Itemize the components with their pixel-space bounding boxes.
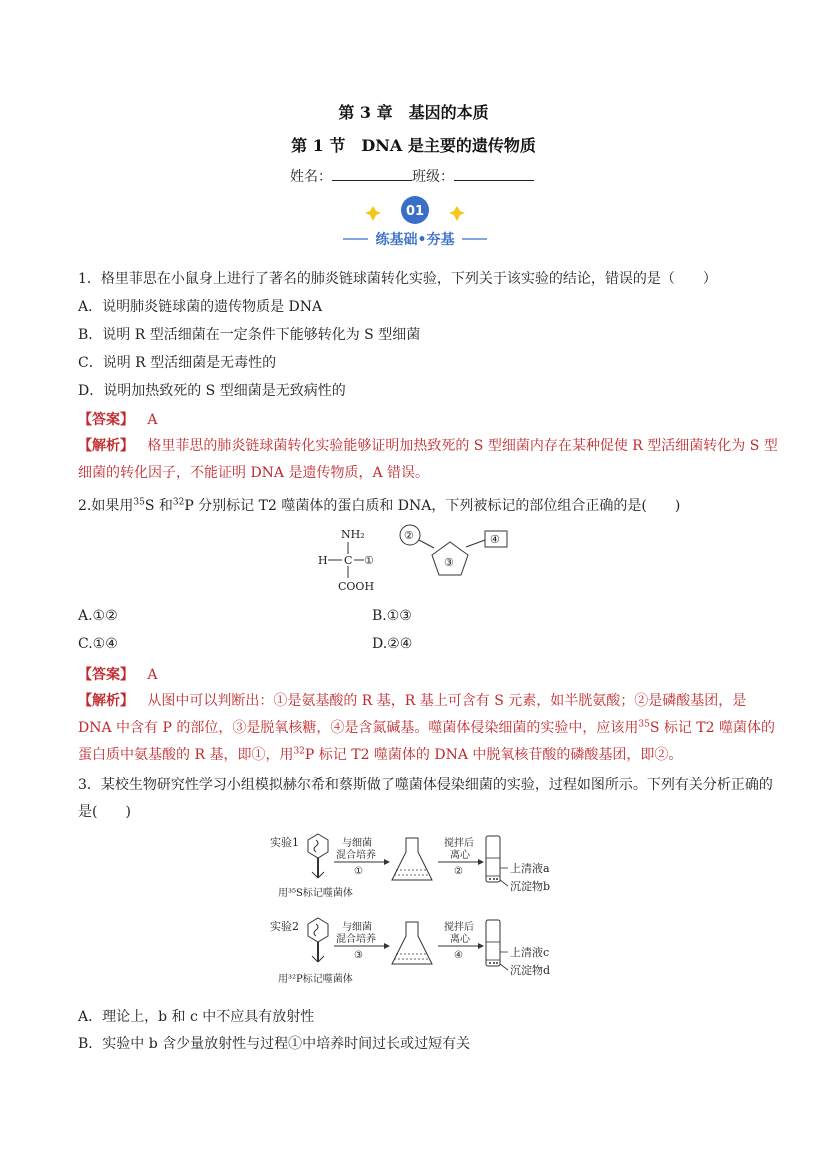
analysis-tag: 【解析】 xyxy=(78,693,134,709)
q1-answer xyxy=(78,409,157,429)
q2-sup: 32 xyxy=(172,497,185,508)
phage-icon xyxy=(308,834,328,878)
q3-figure xyxy=(268,832,568,992)
name-label: 姓名： xyxy=(290,169,332,185)
fig-s3: ③ xyxy=(354,950,363,961)
fig-mix: 与细菌 xyxy=(342,922,372,933)
fig-label1: 用³⁵S标记噬菌体 xyxy=(278,888,353,899)
q1-stem: 1．格里菲思在小鼠身上进行了著名的肺炎链球菌转化实验，下列关于该实验的结论，错误的是（ ） xyxy=(78,271,717,287)
fig-mix2: 混合培养 xyxy=(336,934,376,945)
q3-stem: 3．某校生物研究性学习小组模拟赫尔希和蔡斯做了噬菌体侵染细菌的实验，过程如图所示。下列有关分析正确的是( ) xyxy=(78,777,773,820)
q2-figure xyxy=(310,520,520,600)
q2-stem-part: P 分别标记 T2 噬菌体的蛋白质和 DNA，下列被标记的部位组合正确的是( ) xyxy=(184,498,681,514)
q3-option-b: B．实验中 b 含少量放射性与过程①中培养时间过长或过短有关 xyxy=(78,1036,471,1052)
fig-s4: ④ xyxy=(454,950,463,961)
q2-stem-part: 2.如果用 xyxy=(78,498,134,514)
star-icon xyxy=(365,206,381,221)
class-blank[interactable] xyxy=(454,166,534,181)
fig-sed-b: 沉淀物b xyxy=(510,880,551,893)
q1-option-a: A．说明肺炎链球菌的遗传物质是 DNA xyxy=(78,299,323,315)
fig-r1: ① xyxy=(364,554,374,567)
q2-stem-part: S 和 xyxy=(144,498,173,514)
fig-nh2: NH₂ xyxy=(341,528,365,541)
chapter-title: 第 3 章 基因的本质 xyxy=(338,103,489,122)
fig-h: H xyxy=(318,554,328,567)
fig-centrifuge: 离心 xyxy=(450,934,470,945)
analysis-text: 格里菲思的肺炎链球菌转化实验能够证明加热致死的 S 型细菌内存在某种促使 R 型活细菌转化为 S 型细菌的转化因子，不能证明 DNA 是遗传物质，A 错误。 xyxy=(78,438,778,481)
fig-n3: ③ xyxy=(444,556,454,569)
analysis-sup: 32 xyxy=(293,746,305,757)
analysis-text: P 标记 T2 噬菌体的 DNA 中脱氧核苷酸的磷酸基团，即②。 xyxy=(304,747,683,763)
flask-icon xyxy=(392,838,432,880)
answer-value: A xyxy=(147,667,158,683)
fig-exp2: 实验2 xyxy=(270,920,299,933)
fig-sed-d: 沉淀物d xyxy=(510,964,551,977)
class-label: 班级： xyxy=(412,169,454,185)
q2-stem xyxy=(78,495,680,515)
q2-answer xyxy=(78,664,157,684)
fig-stir: 搅拌后 xyxy=(444,922,474,933)
q1-option-c: C．说明 R 型活细菌是无毒性的 xyxy=(78,355,277,371)
q2-option-d: D.②④ xyxy=(372,636,413,652)
answer-tag: 【答案】 xyxy=(78,412,134,428)
fig-s2: ② xyxy=(454,866,463,877)
fig-label2: 用³²P标记噬菌体 xyxy=(278,974,353,985)
fig-mix: 与细菌 xyxy=(342,838,372,849)
star-icon xyxy=(449,206,465,221)
fig-exp1: 实验1 xyxy=(270,836,299,849)
q1-option-b: B．说明 R 型活细菌在一定条件下能够转化为 S 型细菌 xyxy=(78,327,421,343)
fig-cooh: COOH xyxy=(338,580,375,593)
analysis-text: 从图中可以判断出：①是氨基酸的 R 基，R 基上可含有 S 元素，如半胱氨酸；②是磷酸基团，是 DNA 中含有 P 的部位，③是脱氧核糖，④是含氮碱基。噬菌体侵染细菌的实验中，应该用 xyxy=(78,693,747,736)
fig-centrifuge: 离心 xyxy=(450,850,470,861)
fig-n4: ④ xyxy=(490,533,500,546)
name-class-line xyxy=(290,166,534,186)
q2-sup: 35 xyxy=(133,497,145,508)
q2-option-b: B.①③ xyxy=(372,608,412,624)
q2-option-c: C.①④ xyxy=(78,636,118,652)
fig-s1: ① xyxy=(354,866,363,877)
fig-n2: ② xyxy=(404,529,414,542)
q2-option-a: A.①② xyxy=(78,608,118,624)
phage-icon xyxy=(308,918,328,962)
answer-value: A xyxy=(147,412,158,428)
q1-analysis xyxy=(78,433,778,487)
analysis-text: S 标记 T2 噬菌体的蛋白质中氨基酸的 R 基，即①，用 xyxy=(78,720,775,763)
fig-c: C xyxy=(344,554,353,567)
fig-mix2: 混合培养 xyxy=(336,850,376,861)
section-title: 第 1 节 DNA 是主要的遗传物质 xyxy=(291,136,536,155)
answer-tag: 【答案】 xyxy=(78,667,134,683)
q3-option-a: A．理论上，b 和 c 中不应具有放射性 xyxy=(78,1009,315,1025)
tube-icon xyxy=(486,836,500,882)
fig-sup-a: 上清液a xyxy=(510,862,550,875)
analysis-tag: 【解析】 xyxy=(78,438,134,454)
flask-icon xyxy=(392,922,432,964)
badge-number: 01 xyxy=(405,204,425,219)
name-blank[interactable] xyxy=(332,166,412,181)
q2-analysis xyxy=(78,688,778,769)
fig-sup-c: 上清液c xyxy=(510,946,550,959)
analysis-sup: 35 xyxy=(638,719,650,730)
section-badge xyxy=(340,194,490,254)
badge-caption: 练基础•夯基 xyxy=(375,232,455,248)
fig-stir: 搅拌后 xyxy=(444,838,474,849)
q1-option-d: D．说明加热致死的 S 型细菌是无致病性的 xyxy=(78,383,346,399)
tube-icon xyxy=(486,920,500,966)
